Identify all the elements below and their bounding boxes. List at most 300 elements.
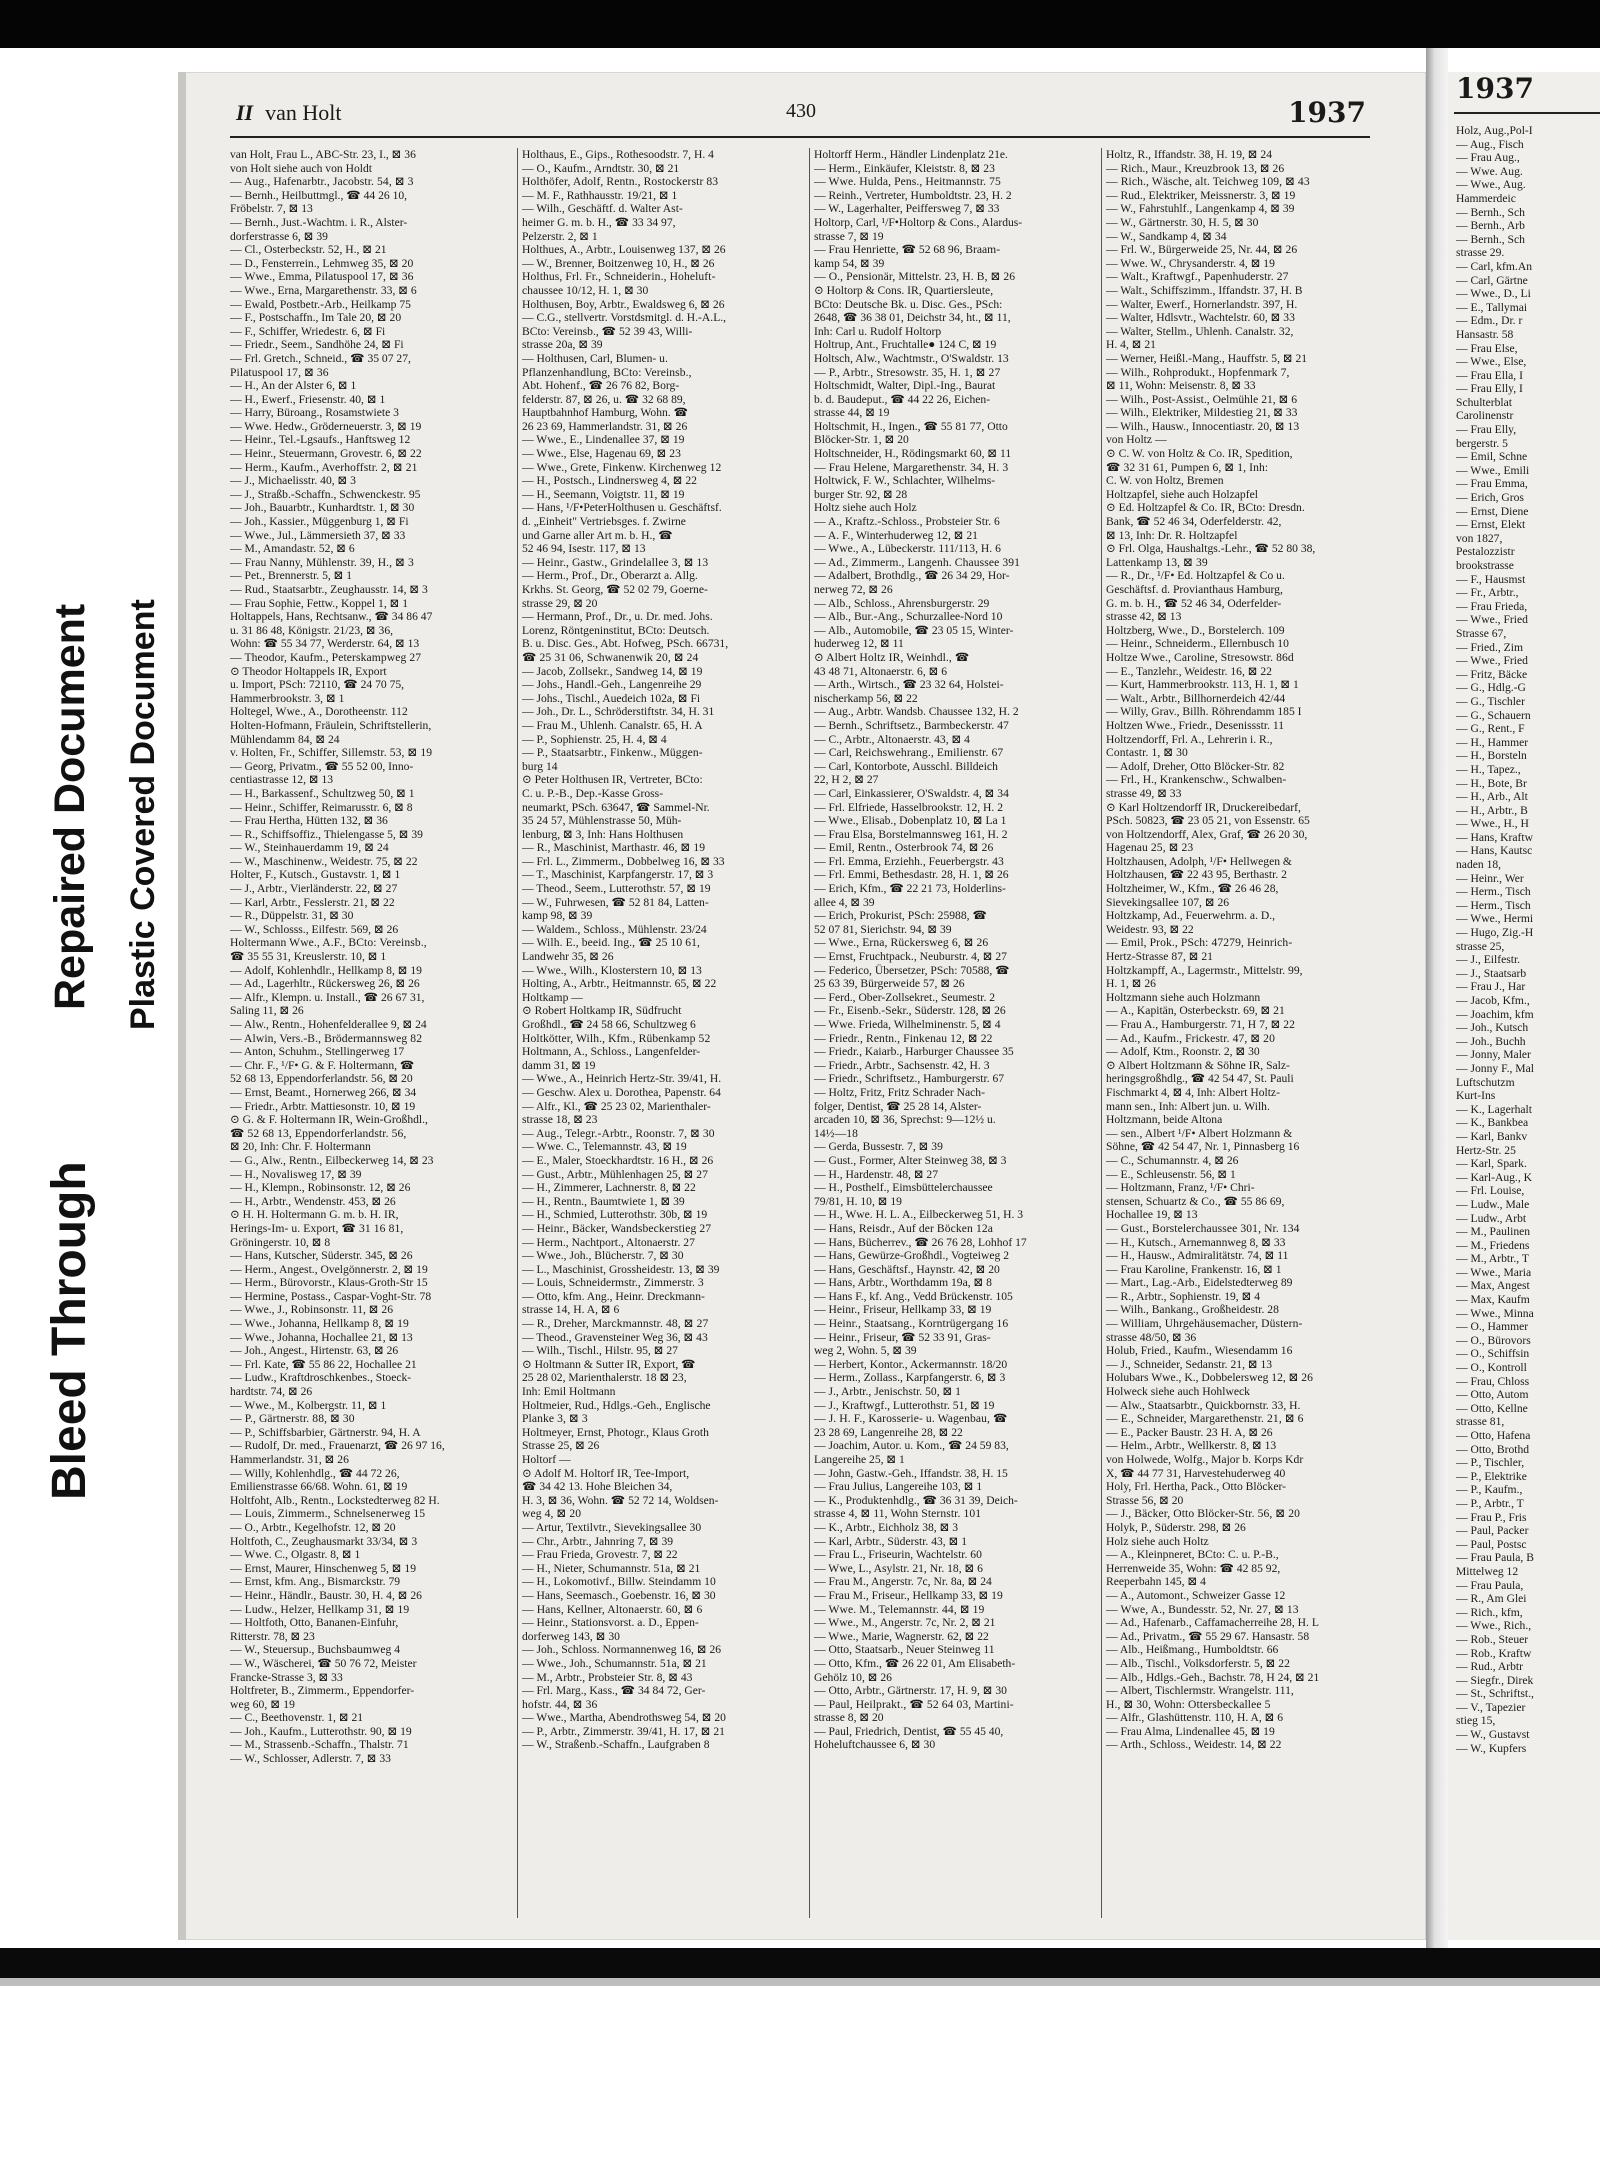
directory-entry-line: — R., Düppelstr. 31, ⊠ 30 [230, 909, 354, 923]
directory-entry-line: weg 60, ⊠ 19 [230, 1697, 296, 1711]
directory-entry-line: — A., Kleinpneret, BCto: C. u. P.-B., [1106, 1548, 1279, 1562]
directory-entry-line: — D., Fensterrein., Lehmweg 35, ⊠ 20 [230, 256, 414, 270]
directory-entry-line: — Arth., Schloss., Weidestr. 14, ⊠ 22 [1106, 1738, 1282, 1752]
directory-entry-line: Söhne, ☎ 42 54 47, Nr. 1, Pinnasberg 16 [1106, 1140, 1300, 1154]
directory-entry-line: — Wwe., Erna, Margarethenstr. 33, ⊠ 6 [230, 283, 417, 297]
directory-entry-line: lenburg, ⊠ 3, Inh: Hans Holthusen [522, 827, 684, 841]
directory-entry-line: — Frau Frieda, Grovestr. 7, ⊠ 22 [522, 1548, 678, 1562]
directory-entry-line: H. 1, ⊠ 26 [1106, 977, 1156, 991]
facing-page-entry-line: — Wwe. Aug. [1456, 164, 1523, 178]
directory-entry-line: — Ad., Zimmerm., Langenh. Chaussee 391 [814, 555, 1021, 569]
facing-page-entry-line: — Emil, Schne [1456, 450, 1528, 464]
directory-entry-line: — Holtz, Fritz, Fritz Schrader Nach- [814, 1085, 985, 1099]
facing-page-entry-line: — Herm., Tisch [1456, 885, 1531, 899]
directory-entry-line: — Ernst, Maurer, Hinschenweg 5, ⊠ 19 [230, 1561, 417, 1575]
facing-page-entry-line: — Frau Else, [1456, 341, 1518, 355]
facing-page-entry-line: — V., Tapezier [1456, 1700, 1526, 1714]
directory-entry-line: — Ad., Hafenarb., Caffamacherreihe 28, H. L [1106, 1616, 1319, 1630]
directory-entry-line: strasse 7, ⊠ 19 [814, 229, 884, 243]
directory-entry-line: — M., Arbtr., Probsteier Str. 8, ⊠ 43 [522, 1670, 693, 1684]
directory-entry-line: — Joh., Dr. L., Schröderstiftstr. 34, H. 31 [522, 705, 715, 719]
facing-page-entry-line: — H., Tapez., [1456, 762, 1521, 776]
directory-entry-line: — Walter, Stellm., Uhlenh. Canalstr. 32, [1106, 324, 1294, 338]
directory-entry-line: — Heinr., Stationsvorst. a. D., Eppen- [522, 1616, 699, 1630]
directory-entry-line: 25 28 02, Marienthalerstr. 18 ⊠ 23, [522, 1371, 687, 1385]
directory-entry-line: — H., Posthelf., Eimsbüttelerchaussee [814, 1181, 993, 1195]
directory-entry-line: — Frl., H., Krankenschw., Schwalben- [1106, 773, 1287, 787]
directory-entry-line: H., ⊠ 30, Wohn: Ottersbeckallee 5 [1106, 1697, 1271, 1711]
facing-page-entry-line: — Karl, Bankv [1456, 1129, 1528, 1143]
facing-page-entry-line: — Frau Elly, [1456, 423, 1517, 437]
directory-entry-line: — Chr., Arbtr., Jahnring 7, ⊠ 39 [522, 1534, 674, 1548]
directory-entry-line: Pilatuspool 17, ⊠ 36 [230, 365, 329, 379]
facing-page-entry-line: — Bernh., Sch [1456, 232, 1525, 246]
directory-entry-line: ☎ 34 42 13. Hohe Bleichen 34, [522, 1480, 673, 1494]
directory-entry-line: 43 48 71, Altonaerstr. 6, ⊠ 6 [814, 664, 948, 678]
facing-page-entry-line: strasse 29. [1456, 246, 1505, 260]
facing-page-entry-line: — Heinr., Wer [1456, 871, 1524, 885]
directory-entry-line: ⊙ G. & F. Holtermann IR, Wein-Großhdl., [230, 1113, 428, 1127]
directory-entry-line: — Wwe., Johanna, Hellkamp 8, ⊠ 19 [230, 1317, 409, 1331]
directory-entry-line: — Pet., Brennerstr. 5, ⊠ 1 [230, 569, 353, 583]
directory-entry-line: — Friedr., Arbtr. Mattiesonstr. 10, ⊠ 19 [230, 1099, 416, 1113]
facing-page-entry-line: — Wwe., Else, [1456, 355, 1527, 369]
directory-entry-line: — Herbert, Kontor., Ackermannstr. 18/20 [814, 1357, 1008, 1371]
directory-entry-line: 23 28 69, Langenreihe 28, ⊠ 22 [814, 1425, 963, 1439]
facing-page-entry-line: — F., Hausmst [1456, 572, 1526, 586]
directory-entry-line: — C., Schumannstr. 4, ⊠ 26 [1106, 1153, 1239, 1167]
directory-entry-line: Holtorf — [522, 1453, 571, 1466]
directory-entry-line: — Emil, Rentn., Osterbrook 74, ⊠ 26 [814, 841, 994, 855]
directory-entry-line: — Jacob, Zollsekr., Sandweg 14, ⊠ 19 [522, 664, 703, 678]
facing-page-entry-line: — Siegfr., Direk [1456, 1673, 1534, 1687]
directory-entry-line: Fröbelstr. 7, ⊠ 13 [230, 202, 313, 216]
directory-entry-line: heimer G. m. b. H., ☎ 33 34 97, [522, 215, 676, 229]
directory-entry-line: — Holtfoth, Otto, Bananen-Einfuhr, [230, 1616, 399, 1630]
directory-entry-line: — Walter, Ewerf., Hornerlandstr. 397, H. [1106, 297, 1298, 311]
directory-entry-line: — M., Amandastr. 52, ⊠ 6 [230, 542, 355, 556]
directory-entry-line: — A., Kraftz.-Schloss., Probsteier Str. 6 [814, 515, 1000, 529]
directory-entry-line: — Hans, Arbtr., Worthdamm 19a, ⊠ 8 [814, 1276, 992, 1290]
directory-entry-line: — Johs., Handl.-Geh., Langenreihe 29 [522, 678, 702, 692]
facing-page-entry-line: — Otto, Brothd [1456, 1442, 1530, 1456]
directory-entry-line: — Heinr., Gastw., Grindelallee 3, ⊠ 13 [522, 555, 709, 569]
directory-entry-line: — Hans, Geschäftsf., Haynstr. 42, ⊠ 20 [814, 1262, 1000, 1276]
directory-entry-line: — Rich., Wäsche, alt. Teichweg 109, ⊠ 43 [1106, 175, 1310, 189]
directory-entry-line: Holtschneider, H., Rödingsmarkt 60, ⊠ 11 [814, 447, 1012, 461]
directory-entry-line: — Wwe. C., Telemannstr. 43, ⊠ 19 [522, 1140, 687, 1154]
directory-entry-line: — Wwe., Johanna, Hochallee 21, ⊠ 13 [230, 1330, 413, 1344]
facing-page-entry-line: — Frau, Chloss [1456, 1374, 1530, 1388]
directory-entry-line: allee 4, ⊠ 39 [814, 895, 875, 909]
directory-entry-line: — Rud., Elektriker, Meissnerstr. 3, ⊠ 19 [1106, 188, 1296, 202]
column-1 [230, 148, 512, 1918]
directory-entry-line: — Wwe. M., Telemannstr. 44, ⊠ 19 [814, 1602, 985, 1616]
directory-entry-line: — Ferd., Ober-Zollsekret., Seumestr. 2 [814, 990, 996, 1004]
facing-page-entry-line: — Fr., Arbtr., [1456, 586, 1519, 600]
facing-page-entry-line: — Edm., Dr. r [1456, 314, 1523, 328]
directory-entry-line: — Otto, kfm. Ang., Heinr. Dreckmann- [522, 1289, 705, 1303]
facing-page-entry-line: — Rob., Steuer [1456, 1632, 1529, 1646]
directory-entry-line: — Gerda, Bussestr. 7, ⊠ 39 [814, 1140, 943, 1154]
directory-entry-line: — Wwe., Wilh., Klosterstern 10, ⊠ 13 [522, 963, 702, 977]
directory-entry-line: Holtkötter, Wilh., Kfm., Rübenkamp 52 [522, 1031, 711, 1045]
directory-entry-line: arcaden 10, ⊠ 36, Sprechst: 9—12½ u. [814, 1113, 996, 1127]
directory-entry-line: huderweg 12, ⊠ 11 [814, 637, 904, 651]
facing-page-entry-line: — Karl, Spark. [1456, 1157, 1527, 1171]
directory-entry-line: Holyk, P., Süderstr. 298, ⊠ 26 [1106, 1520, 1246, 1534]
directory-entry-line: — Wilh., Post-Assist., Oelmühle 21, ⊠ 6 [1106, 392, 1297, 406]
directory-entry-line: — A., Kapitän, Osterbeckstr. 69, ⊠ 21 [1106, 1004, 1285, 1018]
directory-entry-line: — W., Straßenb.-Schaffn., Laufgraben 8 [522, 1738, 710, 1752]
page-number: 430 [786, 100, 816, 122]
facing-page-entry-line: — Frau J., Har [1456, 980, 1526, 994]
facing-page-entry-line: — Rich., kfm, [1456, 1605, 1523, 1619]
directory-entry-line: ⊙ Ed. Holtzapfel & Co. IR, BCto: Dresdn. [1106, 501, 1305, 515]
directory-entry-line: ⊠ 20, Inh: Chr. F. Holtermann [230, 1140, 371, 1154]
directory-entry-line: — Louis, Zimmerm., Schnelsenerweg 15 [230, 1507, 426, 1521]
directory-entry-line: strasse 44, ⊠ 19 [814, 406, 890, 420]
directory-entry-line: — Bernh., Heilbuttmgl., ☎ 44 26 10, [230, 188, 408, 202]
facing-page-entry-line: — W., Gustavst [1456, 1728, 1530, 1742]
facing-page-year: 1937 [1456, 72, 1534, 105]
directory-entry-line: — Wwe., J., Robinsonstr. 11, ⊠ 26 [230, 1303, 394, 1317]
directory-entry-line: — Heinr., Schneiderm., Ellernbusch 10 [1106, 637, 1289, 651]
directory-entry-line: — William, Uhrgehäusemacher, Düstern- [1106, 1317, 1303, 1331]
directory-entry-line: — Willy, Grav., Billh. Röhrendamm 185 I [1106, 705, 1302, 719]
directory-entry-line: Holtappels, Hans, Rechtsanw., ☎ 34 86 47 [230, 610, 433, 624]
directory-entry-line: — Joachim, Autor. u. Kom., ☎ 24 59 83, [814, 1439, 1009, 1453]
directory-entry-line: ⊙ Robert Holtkamp IR, Südfrucht [522, 1004, 682, 1018]
facing-page-entry-line: — Wwe., Minna [1456, 1306, 1534, 1320]
directory-entry-line: — Wwe. Hulda, Pens., Heitmannstr. 75 [814, 175, 1001, 189]
directory-entry-line: — W., Fahrstuhlf., Langenkamp 4, ⊠ 39 [1106, 202, 1295, 216]
directory-entry-line: — Wwe. W., Chrysanderstr. 4, ⊠ 19 [1106, 256, 1275, 270]
directory-entry-line: stensen, Schuartz & Co., ☎ 55 86 69, [1106, 1194, 1285, 1208]
directory-entry-line: Holter, F., Kutsch., Gustavstr. 1, ⊠ 1 [230, 868, 401, 882]
facing-page-entry-line: — Otto, Hafena [1456, 1429, 1531, 1442]
directory-entry-line: Holtmeier, Rud., Hdlgs.-Geh., Englische [522, 1398, 711, 1412]
directory-entry-line: ☎ 52 68 13, Eppendorferlandstr. 56, [230, 1126, 407, 1140]
directory-entry-line: ⊙ Holtorp & Cons. IR, Quartiersleute, [814, 283, 994, 297]
directory-entry-line: Holtzmann siehe auch Holzmann [1106, 990, 1261, 1004]
directory-entry-line: — Fr., Eisenb.-Sekr., Süderstr. 128, ⊠ 26 [814, 1004, 1006, 1018]
facing-page-entry-line: — Fried., Zim [1456, 640, 1523, 654]
directory-entry-line: 52 46 94, Isestr. 117, ⊠ 13 [522, 542, 646, 556]
directory-entry-line: — P., Sophienstr. 25, H. 4, ⊠ 4 [522, 732, 667, 746]
directory-entry-line: — H., Seemann, Voigtstr. 11, ⊠ 19 [522, 487, 685, 501]
facing-page-entry-line: brookstrasse [1456, 559, 1514, 572]
directory-entry-line: — E., Packer Baustr. 23 H. A, ⊠ 26 [1106, 1425, 1273, 1439]
facing-page-entry-line: von 1827, [1456, 531, 1503, 545]
directory-entry-line: — sen., Albert ¹/F• Albert Holzmann & [1106, 1126, 1293, 1140]
facing-page-entry-line: — R., Am Glei [1456, 1592, 1527, 1606]
directory-entry-line: B. u. Disc. Ges., Abt. Hofweg, PSch. 66731, [522, 637, 729, 651]
directory-entry-line: H. 3, ⊠ 36, Wohn. ☎ 52 72 14, Woldsen- [522, 1493, 719, 1507]
directory-entry-line: — C., Beethovenstr. 1, ⊠ 21 [230, 1711, 364, 1725]
directory-entry-line: Holtschmit, H., Ingen., ☎ 55 81 77, Otto [814, 419, 1008, 433]
facing-page-entry-line: — G., Rent., F [1456, 722, 1525, 736]
facing-page-entry-line: — Wwe., Hermi [1456, 912, 1534, 926]
facing-page-entry-line: — Joh., Kutsch [1456, 1021, 1529, 1035]
directory-entry-line: — Friedr., Seem., Sandhöhe 24, ⊠ Fi [230, 338, 404, 352]
directory-entry-line: strasse 8, ⊠ 20 [814, 1711, 884, 1725]
directory-entry-line: ☎ 32 31 61, Pumpen 6, ⊠ 1, Inh: [1106, 460, 1269, 474]
directory-entry-line: — W., Brenner, Boitzenweg 10, H., ⊠ 26 [522, 256, 715, 270]
directory-entry-line: strasse 42, ⊠ 13 [1106, 610, 1182, 624]
directory-entry-line: — Adalbert, Brothdlg., ☎ 26 34 29, Hor- [814, 569, 1010, 583]
facing-page-entry-line: — H., Borsteln [1456, 749, 1527, 763]
directory-entry-line: — Herm., Prof., Dr., Oberarzt a. Allg. [522, 569, 698, 583]
directory-entry-line: — W., Gärtnerstr. 30, H. 5, ⊠ 30 [1106, 215, 1259, 229]
directory-entry-line: Holtschmidt, Walter, Dipl.-Ing., Baurat [814, 379, 996, 393]
directory-entry-line: — C.G., stellvertr. Vorstdsmitgl. d. H.-A.L., [522, 311, 727, 325]
directory-entry-line: Holtfoth, C., Zeughausmarkt 33/34, ⊠ 3 [230, 1534, 418, 1548]
facing-page-entry-line: — Ernst, Diene [1456, 504, 1529, 518]
directory-entry-line: ⊙ C. W. von Holtz & Co. IR, Spedition, [1106, 447, 1293, 461]
facing-page-entry-line: — Paul, Postsc [1456, 1537, 1527, 1551]
directory-entry-line: ⊙ Adolf M. Holtorf IR, Tee-Import, [522, 1466, 690, 1480]
directory-entry-line: — Wwe., Martha, Abendrothsweg 54, ⊠ 20 [522, 1711, 726, 1725]
directory-entry-line: Hagenau 25, ⊠ 23 [1106, 841, 1194, 855]
directory-entry-line: d. „Einheit" Vertriebsges. f. Zwirne [522, 515, 686, 529]
directory-entry-line: — Frl. Emmi, Bethesdastr. 28, H. 1, ⊠ 26 [814, 868, 1009, 882]
directory-entry-line: — Alb., Schloss., Ahrensburgerstr. 29 [814, 596, 990, 610]
directory-entry-line: — Wwe., Else, Hagenau 69, ⊠ 23 [522, 447, 681, 461]
directory-entry-line: Holubars Wwe., K., Dobbelersweg 12, ⊠ 26 [1106, 1371, 1313, 1385]
directory-entry-line: — Wwe., Jul., Lämmersieth 37, ⊠ 33 [230, 528, 406, 542]
directory-entry-line: — Friedr., Arbtr., Sachsenstr. 42, H. 3 [814, 1058, 990, 1072]
facing-page-entry-line: — Wwe., H., H [1456, 817, 1529, 831]
directory-entry-line: — Ewald, Postbetr.-Arb., Heilkamp 75 [230, 297, 411, 311]
directory-entry-line: u. Import, PSch: 72110, ☎ 24 70 75, [230, 678, 405, 692]
directory-entry-line: ☎ 25 31 06, Schwanenwik 20, ⊠ 24 [522, 650, 699, 664]
directory-entry-line: Francke-Strasse 3, ⊠ 33 [230, 1670, 343, 1684]
directory-entry-line: — Gust., Former, Alter Steinweg 38, ⊠ 3 [814, 1153, 1007, 1167]
directory-entry-line: — Ad., Kaufm., Frickestr. 47, ⊠ 20 [1106, 1031, 1275, 1045]
directory-entry-line: — H., Ewerf., Friesenstr. 40, ⊠ 1 [230, 392, 386, 406]
directory-entry-line: ☎ 35 55 31, Kreuslerstr. 10, ⊠ 1 [230, 950, 387, 964]
facing-page-entry-line: — H., Hammer [1456, 735, 1529, 749]
directory-entry-line: — Paul, Heilprakt., ☎ 52 64 03, Martini- [814, 1697, 1014, 1711]
directory-entry-line: Großhdl., ☎ 24 58 66, Schultzweg 6 [522, 1018, 696, 1031]
directory-entry-line: — Heinr., Friseur, ☎ 52 33 91, Gras- [814, 1330, 991, 1344]
facing-page-entry-line: — O., Kontroll [1456, 1361, 1527, 1375]
directory-entry-line: — Frau M., Friseur., Hellkamp 33, ⊠ 19 [814, 1588, 1003, 1602]
directory-entry-line: — Adolf, Kohlenhdlr., Hellkamp 8, ⊠ 19 [230, 963, 422, 977]
facing-page-entry-line: — W., Kupfers [1456, 1741, 1527, 1755]
directory-entry-line: — Reinh., Vertreter, Humboldtstr. 23, H. 2 [814, 188, 1012, 202]
facing-page-entry-line: — Max, Kaufm [1456, 1293, 1530, 1307]
directory-entry-line: Holtsch, Alw., Wachtmstr., O'Swaldstr. 13 [814, 351, 1009, 365]
directory-entry-line: Bank, ☎ 52 46 34, Oderfelderstr. 42, [1106, 515, 1282, 529]
facing-page-entry-line: — Rud., Arbtr [1456, 1660, 1523, 1674]
directory-entry-line: — Frau Julius, Langereihe 103, ⊠ 1 [814, 1480, 983, 1494]
directory-entry-line: Sievekingsallee 107, ⊠ 26 [1106, 895, 1230, 909]
directory-entry-line: van Holt, Frau L., ABC-Str. 23, I., ⊠ 36 [230, 148, 416, 161]
directory-entry-line: — H., Postsch., Lindnersweg 4, ⊠ 22 [522, 474, 697, 488]
directory-entry-line: b. d. Baudeput., ☎ 44 22 26, Eichen- [814, 392, 991, 406]
directory-entry-line: — Otto, Kfm., ☎ 26 22 01, Am Elisabeth- [814, 1656, 1016, 1670]
directory-entry-line: — Arth., Wirtsch., ☎ 23 32 64, Holstei- [814, 678, 1004, 692]
directory-entry-line: — Erich, Prokurist, PSch: 25988, ☎ [814, 909, 987, 923]
directory-entry-line: — Wilh., Rohprodukt., Hopfenmark 7, [1106, 365, 1290, 379]
directory-entry-line: Holtz siehe auch Holz [814, 501, 917, 515]
facing-page [1448, 72, 1600, 1940]
directory-entry-line: — F., Schiffer, Wriedestr. 6, ⊠ Fi [230, 324, 386, 338]
facing-page-entry-line: — Wwe., Fried [1456, 654, 1528, 668]
directory-entry-line: — Wwe. C., Olgastr. 8, ⊠ 1 [230, 1548, 361, 1562]
directory-entry-line: Inh: Carl u. Rudolf Holtorp [814, 324, 942, 338]
directory-entry-line: Reeperbahn 145, ⊠ 4 [1106, 1575, 1206, 1589]
facing-page-entry-line: — M., Friedens [1456, 1238, 1530, 1252]
directory-entry-line: Hauptbahnhof Hamburg, Wohn. ☎ [522, 406, 689, 420]
directory-entry-line: — H., Novalisweg 17, ⊠ 39 [230, 1167, 362, 1181]
facing-page-entry-line: — Frau Aug., [1456, 151, 1520, 165]
facing-page-entry-line: — Jacob, Kfm., [1456, 994, 1530, 1007]
directory-entry-line: — Wilh. E., beeid. Ing., ☎ 25 10 61, [522, 936, 701, 950]
facing-page-entry-line: — Frau Emma, [1456, 477, 1528, 491]
directory-entry-line: Landwehr 35, ⊠ 26 [522, 950, 614, 964]
directory-entry-line: G. m. b. H., ☎ 52 46 34, Oderfelder- [1106, 596, 1282, 610]
directory-entry-line: Strasse 56, ⊠ 20 [1106, 1493, 1184, 1507]
facing-page-entry-line: strasse 81, [1456, 1415, 1505, 1429]
directory-entry-line: — Frau Hertha, Hütten 132, ⊠ 36 [230, 814, 388, 828]
directory-entry-line: — Wwe, A., Bundesstr. 52, Nr. 27, ⊠ 13 [1106, 1602, 1299, 1616]
directory-entry-line: — Alb., Heißmang., Humboldtstr. 66 [1106, 1643, 1279, 1657]
directory-entry-line: — Herm., Zollass., Karpfangerstr. 6, ⊠ 3 [814, 1371, 1006, 1385]
directory-entry-line: Weidestr. 93, ⊠ 22 [1106, 922, 1194, 936]
directory-entry-line: BCto: Vereinsb., ☎ 52 39 43, Willi- [522, 324, 693, 338]
page-header [236, 96, 1366, 130]
directory-entry-line: v. Holten, Fr., Schiffer, Sillemstr. 53, ⊠ 19 [230, 746, 433, 760]
facing-page-entry-line: — Paul, Packer [1456, 1524, 1529, 1538]
directory-entry-line: — Joh., Kaufm., Lutterothstr. 90, ⊠ 19 [230, 1724, 412, 1738]
facing-page-entry-line: — Joachim, kfm [1456, 1007, 1534, 1021]
facing-page-entry-line: — Ludw., Male [1456, 1197, 1530, 1211]
directory-entry-line: Gehölz 10, ⊠ 26 [814, 1670, 892, 1684]
facing-page-entry-line: — Otto, Autom [1456, 1388, 1529, 1402]
facing-page-entry-line: Hammerdeic [1456, 191, 1516, 205]
directory-entry-line: — Frau A., Hamburgerstr. 71, H 7, ⊠ 22 [1106, 1018, 1295, 1031]
directory-entry-line: — Heinr., Schiffer, Reimarusstr. 6, ⊠ 8 [230, 800, 413, 814]
directory-entry-line: Hammerlandstr. 31, ⊠ 26 [230, 1453, 349, 1466]
directory-entry-line: nerweg 72, ⊠ 26 [814, 583, 893, 596]
directory-entry-line: — L., Maschinist, Grossheidestr. 13, ⊠ 39 [522, 1262, 720, 1276]
directory-entry-line: — P., Arbtr., Stresowstr. 35, H. 1, ⊠ 27 [814, 365, 1001, 379]
directory-entry-line: ⊙ Theodor Holtappels IR, Export [230, 664, 387, 678]
directory-entry-line: Contastr. 1, ⊠ 30 [1106, 746, 1188, 760]
directory-entry-line: Holtkamp — [522, 990, 583, 1004]
directory-entry-line: — Wwe. Hedw., Gröderneuerstr. 3, ⊠ 19 [230, 419, 422, 433]
section-numeral: II [236, 100, 254, 125]
facing-page-entry-line: — Herm., Tisch [1456, 898, 1531, 912]
directory-entry-line: Holten-Hofmann, Fräulein, Schriftstellerin, [230, 718, 432, 732]
book-spine [1426, 48, 1448, 1948]
directory-entry-line: dorferweg 143, ⊠ 30 [522, 1629, 620, 1643]
directory-entry-line: — Wwe., Joh., Blücherstr. 7, ⊠ 30 [522, 1249, 684, 1263]
directory-entry-line: Holting, A., Arbtr., Heitmannstr. 65, ⊠ 22 [522, 977, 717, 991]
directory-entry-line: — R., Schiffsoffiz., Thielengasse 5, ⊠ 39 [230, 827, 423, 841]
directory-entry-line: — Alb., Automobile, ☎ 23 05 15, Winter- [814, 623, 1014, 637]
directory-entry-line: — R., Maschinist, Marthastr. 46, ⊠ 19 [522, 841, 706, 855]
directory-entry-line: ⊙ Albert Holtz IR, Weinhdl., ☎ [814, 650, 970, 664]
directory-entry-line: — Geschw. Alex u. Dorothea, Papenstr. 64 [522, 1085, 721, 1099]
directory-entry-line: Holtzapfel, siehe auch Holzapfel [1106, 487, 1258, 501]
directory-entry-line: — Walt., Kraftwgf., Papenhuderstr. 27 [1106, 270, 1289, 284]
directory-entry-line: — M. F., Rathhausstr. 19/21, ⊠ 1 [522, 188, 678, 202]
directory-entry-line: — H., Kutsch., Arnemannweg 8, ⊠ 33 [1106, 1235, 1286, 1249]
directory-entry-line: 2648, ☎ 36 38 01, Deichstr 34, ht., ⊠ 11, [814, 311, 1011, 325]
directory-entry-line: strasse 4, ⊠ 11, Wohn Sternstr. 101 [814, 1507, 982, 1521]
facing-page-entry-line: — Fritz, Bäcke [1456, 667, 1528, 681]
directory-entry-line: — Herm., Einkäufer, Kleiststr. 8, ⊠ 23 [814, 161, 995, 175]
facing-page-entry-line: — Ludw., Arbt [1456, 1211, 1527, 1225]
directory-entry-line: Holthaus, E., Gips., Rothesoodstr. 7, H. 4 [522, 148, 714, 161]
directory-entry-line: — E., Tanzlehr., Weidestr. 16, ⊠ 22 [1106, 664, 1272, 678]
directory-entry-line: — W., Steinhauerdamm 19, ⊠ 24 [230, 841, 389, 855]
facing-page-entry-line: — Max, Angest [1456, 1279, 1530, 1293]
directory-entry-line: — P., Arbtr., Zimmerstr. 39/41, H. 17, ⊠ 21 [522, 1724, 725, 1738]
directory-entry-line: — Federico, Übersetzer, PSch: 70588, ☎ [814, 963, 1010, 977]
facing-page-entry-line: — P., Tischler, [1456, 1456, 1525, 1470]
directory-entry-line: — Otto, Arbtr., Gärtnerstr. 17, H. 9, ⊠ 30 [814, 1684, 1007, 1698]
facing-page-entry-line: — Carl, kfm.An [1456, 259, 1532, 273]
facing-page-entry-line: — Bernh., Arb [1456, 219, 1525, 233]
directory-entry-line: — Aug., Arbtr. Wandsb. Chaussee 132, H. 2 [814, 705, 1019, 719]
directory-entry-line: — Karl, Arbtr., Fesslerstr. 21, ⊠ 22 [230, 895, 395, 909]
directory-entry-line: — Frau M., Uhlenh. Canalstr. 65, H. A [522, 718, 703, 732]
directory-entry-line: — Frau Sophie, Fettw., Koppel 1, ⊠ 1 [230, 596, 409, 610]
facing-page-entry-line: — Frau Paula, B [1456, 1551, 1534, 1565]
directory-entry-line: Geschäftsf. d. Provianthaus Hamburg, [1106, 583, 1283, 596]
facing-page-entry-line: — Frau P., Fris [1456, 1510, 1527, 1524]
directory-entry-line: — Ludw., Helzer, Hellkamp 31, ⊠ 19 [230, 1602, 410, 1616]
directory-entry-line: — Alb., Hdlgs.-Geh., Bachstr. 78, H 24, ⊠ 21 [1106, 1670, 1320, 1684]
facing-page-entry-line: Carolinenstr [1456, 409, 1514, 423]
directory-entry-line: — Joh., Angest., Hirtenstr. 63, ⊠ 26 [230, 1344, 399, 1358]
directory-entry-line: — Theodor, Kaufm., Peterskampweg 27 [230, 650, 422, 664]
facing-page-rule [1454, 112, 1600, 114]
directory-entry-line: — Wilh., Bankang., Großheidestr. 28 [1106, 1303, 1279, 1317]
facing-page-entry-line: — P., Arbtr., T [1456, 1496, 1524, 1510]
directory-entry-line: — Wwe., Elisab., Dobenplatz 10, ⊠ La 1 [814, 814, 1007, 828]
facing-page-entry-line: — J., Staatsarb [1456, 966, 1527, 980]
facing-page-entry-line: Hertz-Str. 25 [1456, 1143, 1516, 1157]
directory-entry-line: strasse 48/50, ⊠ 36 [1106, 1330, 1197, 1344]
directory-entry-line: — Holthusen, Carl, Blumen- u. [522, 351, 668, 365]
label-plastic-covered-document: Plastic Covered Document [124, 599, 162, 1030]
directory-entry-line: — Frau Karoline, Frankenstr. 16, ⊠ 1 [1106, 1262, 1282, 1276]
directory-entry-line: C. u. P.-B., Dep.-Kasse Gross- [522, 786, 664, 800]
directory-entry-line: — Heinr., Bäcker, Wandsbeckerstieg 27 [522, 1221, 712, 1235]
directory-entry-line: Ritterstr. 78, ⊠ 23 [230, 1629, 315, 1643]
column-divider [809, 148, 810, 1918]
directory-entry-line: — H., Klempn., Robinsonstr. 12, ⊠ 26 [230, 1181, 411, 1195]
directory-entry-line: — Frl. Gretch., Schneid., ☎ 35 07 27, [230, 351, 411, 365]
directory-entry-line: — K., Arbtr., Eichholz 38, ⊠ 3 [814, 1520, 958, 1534]
directory-entry-line: — Frau L., Friseurin, Wachtelstr. 60 [814, 1548, 982, 1562]
directory-entry-line: — H., Schmied, Lutterothstr. 30b, ⊠ 19 [522, 1208, 708, 1222]
directory-entry-line: Holtzmann, beide Altona [1106, 1113, 1223, 1127]
facing-page-entry-line: — O., Hammer [1456, 1320, 1529, 1334]
directory-entry-line: — Hans F., kf. Ang., Vedd Brückenstr. 105 [814, 1289, 1013, 1303]
directory-entry-line: Holtzen Wwe., Friedr., Desenissstr. 11 [1106, 718, 1285, 732]
directory-entry-line: — M., Strassenb.-Schaffn., Thalstr. 71 [230, 1738, 409, 1752]
directory-entry-line: — W., Maschinenw., Weidestr. 75, ⊠ 22 [230, 854, 418, 868]
directory-entry-line: — Hans, ¹/F•PeterHolthusen u. Geschäftsf. [522, 501, 722, 515]
directory-entry-line: heringsgroßhdlg., ☎ 42 54 47, St. Pauli [1106, 1072, 1294, 1086]
